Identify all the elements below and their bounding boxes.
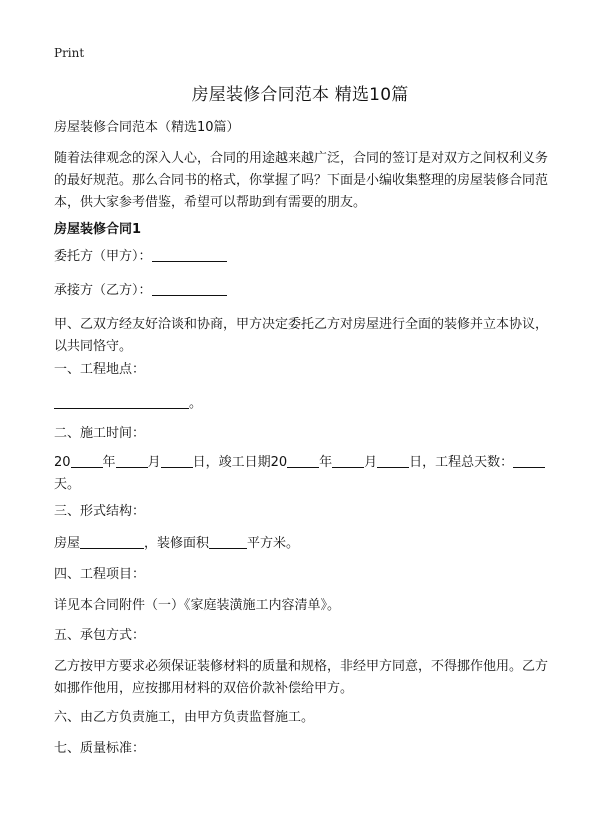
clause-5-heading: 五、承包方式： bbox=[54, 628, 146, 643]
year-label: 年 bbox=[102, 455, 116, 470]
start-year-prefix: 20 bbox=[54, 455, 71, 470]
party-b-label: 承接方（乙方）： bbox=[54, 283, 152, 298]
start-year-blank bbox=[71, 453, 103, 468]
month-label: 月 bbox=[147, 455, 161, 470]
clause-4-heading: 四、工程项目： bbox=[54, 567, 146, 582]
area-label: ，装修面积 bbox=[144, 536, 210, 551]
party-a-blank bbox=[152, 247, 227, 262]
party-a-line bbox=[54, 246, 550, 268]
area-blank bbox=[209, 534, 247, 549]
year-label-2: 年 bbox=[319, 455, 333, 470]
clause-1-heading: 一、工程地点： bbox=[54, 362, 146, 377]
schedule-paragraph bbox=[54, 452, 550, 496]
days-suffix: 天。 bbox=[54, 477, 81, 492]
clause-2-heading: 二、施工时间： bbox=[54, 426, 146, 441]
finish-month-blank bbox=[332, 453, 364, 468]
clause-3-heading: 三、形式结构： bbox=[54, 504, 146, 519]
start-day-blank bbox=[161, 453, 193, 468]
subtitle: 房屋装修合同范本（精选10篇） bbox=[54, 120, 240, 135]
location-blank bbox=[54, 394, 189, 409]
page-title: 房屋装修合同范本 精选10篇 bbox=[191, 85, 409, 105]
area-unit: 平方米。 bbox=[247, 536, 300, 551]
section-heading: 房屋装修合同1 bbox=[54, 222, 142, 237]
finish-year-blank bbox=[287, 453, 319, 468]
finish-day-blank bbox=[377, 453, 409, 468]
clause-7-heading: 七、质量标准： bbox=[54, 741, 146, 756]
house-label: 房屋 bbox=[54, 536, 81, 551]
structure-line bbox=[54, 533, 550, 555]
total-days-blank bbox=[513, 453, 545, 468]
clause-5-text: 乙方按甲方要求必须保证装修材料的质量和规格，非经甲方同意，不得挪作他用。乙方如挪作他用，应按挪用材料的双倍价款补偿给甲方。 bbox=[54, 659, 549, 696]
print-link[interactable]: Print bbox=[54, 46, 85, 60]
party-a-label: 委托方（甲方）： bbox=[54, 249, 152, 264]
clause-4-text: 详见本合同附件（一）《家庭装潢施工内容清单》。 bbox=[54, 598, 341, 613]
total-days-label: 日，工程总天数： bbox=[409, 455, 514, 470]
party-b-blank bbox=[152, 281, 227, 296]
agreement-paragraph: 甲、乙双方经友好洽谈和协商，甲方决定委托乙方对房屋进行全面的装修并立本协议，以共同恪守。 bbox=[54, 317, 549, 354]
location-line bbox=[54, 393, 550, 415]
intro-paragraph: 随着法律观念的深入人心，合同的用途越来越广泛，合同的签订是对双方之间权利义务的最好规范。那么合同书的格式，你掌握了吗？下面是小编收集整理的房屋装修合同范本，供大家参考借鉴，希望可以帮助到有需要的朋友。 bbox=[54, 151, 549, 210]
house-blank bbox=[80, 534, 144, 549]
month-label-2: 月 bbox=[364, 455, 378, 470]
start-month-blank bbox=[116, 453, 148, 468]
finish-date-label: 日，竣工日期20 bbox=[192, 455, 288, 470]
clause-6-text: 六、由乙方负责施工，由甲方负责监督施工。 bbox=[54, 710, 315, 725]
party-b-line bbox=[54, 280, 550, 302]
location-suffix: 。 bbox=[189, 396, 203, 411]
